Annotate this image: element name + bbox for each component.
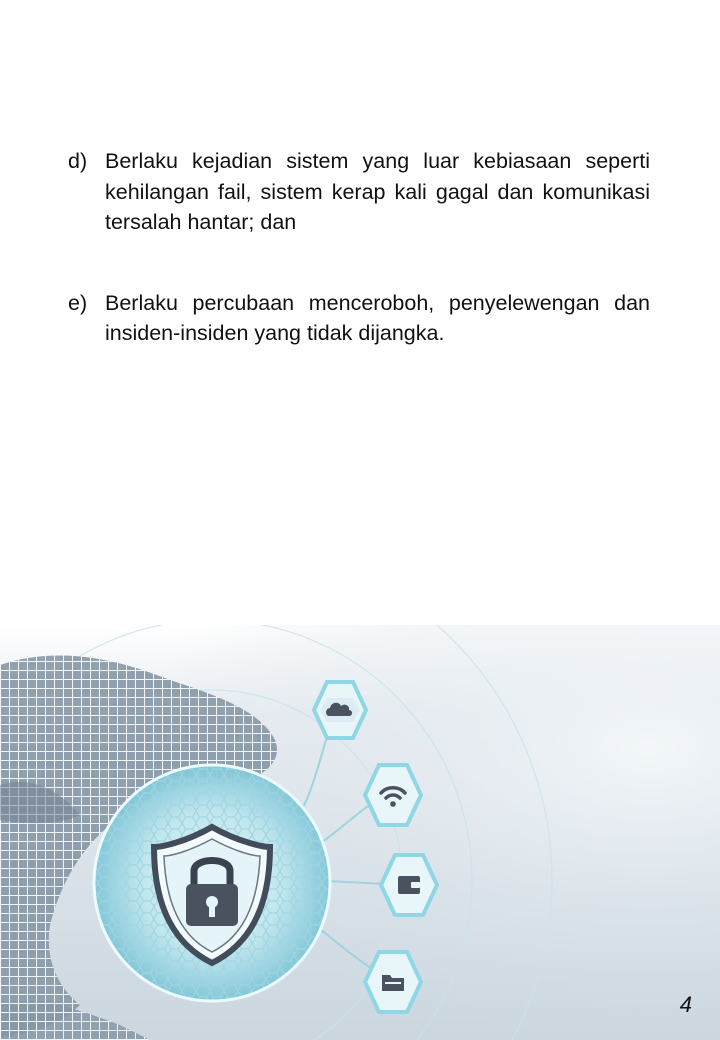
wallet-icon	[381, 855, 437, 915]
page-number: 4	[679, 992, 692, 1017]
list-item-text: Berlaku percubaan menceroboh, penyelewengan dan insiden-insiden yang tidak dijangka.	[105, 290, 650, 345]
list-marker: d)	[68, 149, 88, 173]
list-item-text: Berlaku kejadian sistem yang luar kebiasaan seperti kehilangan fail, sistem kerap kali gagal dan komunikasi tersalah hantar; dan	[105, 149, 650, 234]
list-item	[68, 146, 650, 238]
wifi-icon	[365, 765, 421, 825]
list-item	[68, 288, 650, 349]
cyber-security-illustration	[0, 625, 720, 1040]
cloud-icon	[314, 682, 366, 738]
security-sphere	[94, 765, 330, 1001]
folder-icon	[365, 952, 421, 1012]
list-marker: e)	[68, 290, 88, 315]
content-list	[68, 146, 650, 399]
